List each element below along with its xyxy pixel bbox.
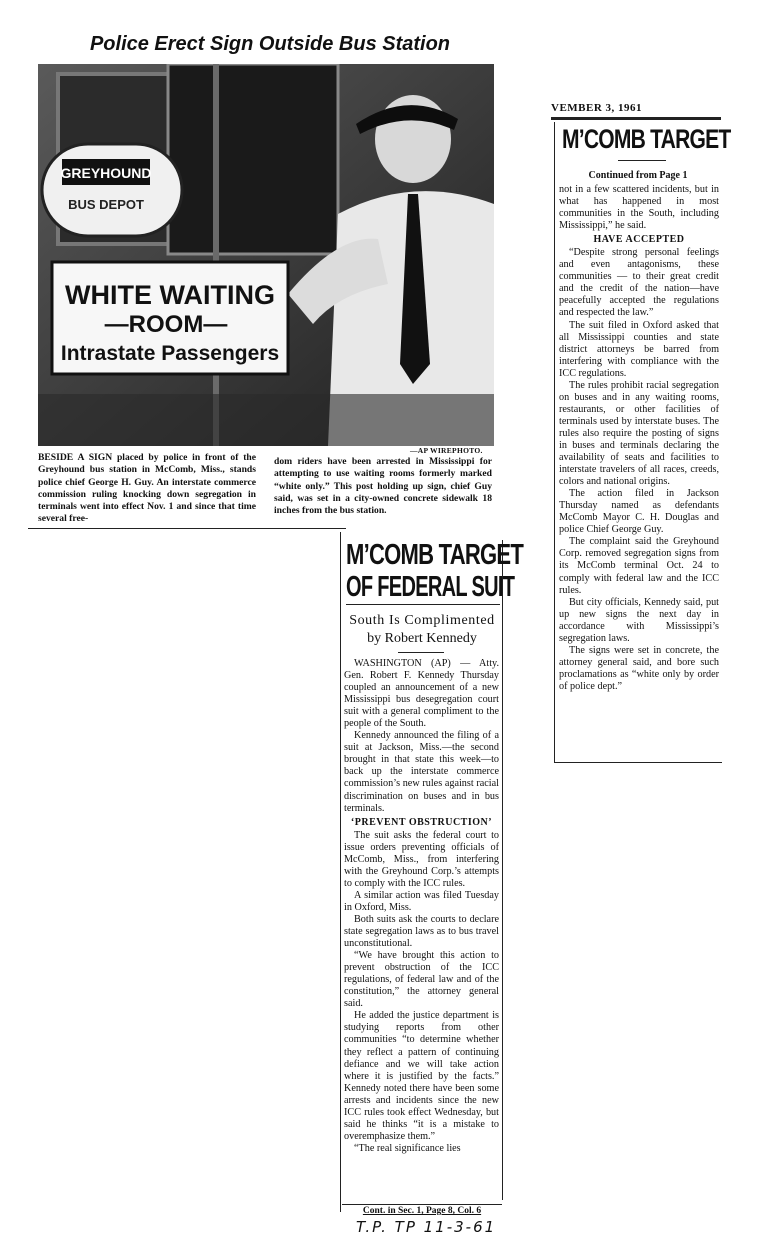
right-col-bottom-rule: [554, 762, 722, 763]
jump-line: Cont. in Sec. 1, Page 8, Col. 6: [362, 1206, 482, 1216]
main-para-1: WASHINGTON (AP) — Atty. Gen. Robert F. Kennedy Thursday coupled an announcement of a new Mississippi bus desegregation court suit with a general compliment to the people of the South.: [344, 658, 499, 730]
main-story-body: [344, 658, 499, 1155]
dateline-rule: [551, 117, 721, 120]
right-para-3: The suit filed in Oxford asked that all Mississippi counties and state district attorneys be barred from interfering with compliance with the ICC regulations.: [559, 319, 719, 379]
photo-headline: Police Erect Sign Outside Bus Station: [89, 33, 451, 55]
handwritten-note: T.P. TP 11-3-61: [356, 1218, 497, 1236]
continued-headline: M’COMB TARGET: [562, 124, 731, 154]
news-photo: [38, 64, 494, 446]
right-subhead: HAVE ACCEPTED: [593, 234, 685, 246]
right-para-7: But city officials, Kennedy said, put up new signs the next day in accordance with Mississippi’s segregation laws.: [559, 596, 719, 644]
main-para-4: A similar action was filed Tuesday in Oxford, Miss.: [344, 889, 499, 913]
right-col-border: [554, 122, 555, 762]
photo-caption-right: [274, 456, 492, 517]
sign-line-2: —ROOM—: [104, 311, 228, 338]
deck-line-1: South Is Complimented: [349, 613, 495, 628]
headline-dash: [618, 160, 666, 161]
continued-line: Continued from Page 1: [588, 170, 688, 181]
main-para-5: Both suits ask the courts to declare state segregation laws as to bus travel unconstitutional.: [344, 913, 499, 950]
photo-caption-left: [38, 452, 256, 526]
caption-rule: [28, 528, 346, 529]
deck-line-2: by Robert Kennedy: [367, 631, 477, 646]
right-para-4: The rules prohibit racial segregation on buses and in any waiting rooms, restaurants, or other facilities of terminals used by interstate buses. The rules also require the posting of signs in buses and terminals declaring the availability of seats and facilities to interstate travelers of all races, creeds, colors and national origins.: [559, 379, 719, 488]
main-story-left-border: [340, 532, 341, 1212]
main-headline-1: M’COMB TARGET: [346, 539, 524, 571]
greyhound-sign-depot: BUS DEPOT: [68, 197, 144, 212]
main-para-7: He added the justice department is studying reports from other communities “to determine whether they reflect a pattern of continuing defiance and we will take action where it is justified by the facts.” Kennedy noted there have been some arrests and incidents since the new ICC rules took effect Wednesday, but said he thinks “it is a mistake to overemphasize them.”: [344, 1010, 499, 1142]
photo-illustration: [38, 64, 494, 446]
caption-right-text: dom riders have been arrested in Mississippi for attempting to use waiting rooms formerly marked “white only.” This post holding up sign, chief Guy said, was set in a city-owned concrete sidewalk 18 inches from the bus station.: [274, 456, 492, 517]
page-dateline: VEMBER 3, 1961: [551, 102, 643, 114]
main-para-3: The suit asks the federal court to issue orders preventing officials of McComb, Miss., from interfering with the Greyhound Corp.’s attempts to comply with the ICC rules.: [344, 829, 499, 889]
right-para-2: “Despite strong personal feelings and even antagonisms, these communities — to their great credit and the credit of the nation—have peacefully accepted the regulations and respected the law.”: [559, 247, 719, 319]
headline-rule: [346, 604, 500, 605]
right-para-8: The signs were set in concrete, the attorney general said, and bore such proclamations as “white only by order of police dept.”: [559, 644, 719, 692]
greyhound-sign-brand: GREYHOUND: [60, 165, 152, 181]
caption-left-text: BESIDE A SIGN placed by police in front of the Greyhound bus station in McComb, Miss., stands police chief George H. Guy. An interstate commerce commission ruling knocking down segregation in terminals went into effect Nov. 1 and since that time several free-: [38, 452, 256, 525]
photo-credit: —AP WIREPHOTO.: [410, 446, 483, 455]
jump-rule: [342, 1204, 502, 1205]
main-story-right-border: [502, 540, 503, 1200]
main-para-6: “We have brought this action to prevent obstruction of the ICC regulations, of federal law and of the constitution,” the attorney general said.: [344, 950, 499, 1010]
sign-line-3: Intrastate Passengers: [60, 342, 280, 365]
deck-rule: [398, 652, 444, 653]
main-subhead: ‘PREVENT OBSTRUCTION’: [350, 816, 493, 828]
main-para-8: “The real significance lies: [354, 1142, 461, 1154]
right-column-body: [559, 184, 719, 693]
right-para-1: not in a few scattered incidents, but in what has happened in most communities in the South, including Mississippi,” he said.: [559, 184, 719, 232]
sign-line-1: WHITE WAITING: [65, 280, 275, 310]
right-para-5: The action filed in Jackson Thursday named as defendants McComb Mayor C. H. Douglas and police Chief George Guy.: [559, 488, 719, 536]
main-para-2: Kennedy announced the filing of a suit at Jackson, Miss.—the second brought in that state this week—to back up the interstate commerce commission’s new rules against racial discrimination on buses and in bus terminals.: [344, 730, 499, 814]
right-para-6: The complaint said the Greyhound Corp. removed segregation signs from its McComb terminal Oct. 24 to comply with federal law and the ICC rules.: [559, 536, 719, 596]
main-headline-2: OF FEDERAL SUIT: [346, 571, 515, 603]
